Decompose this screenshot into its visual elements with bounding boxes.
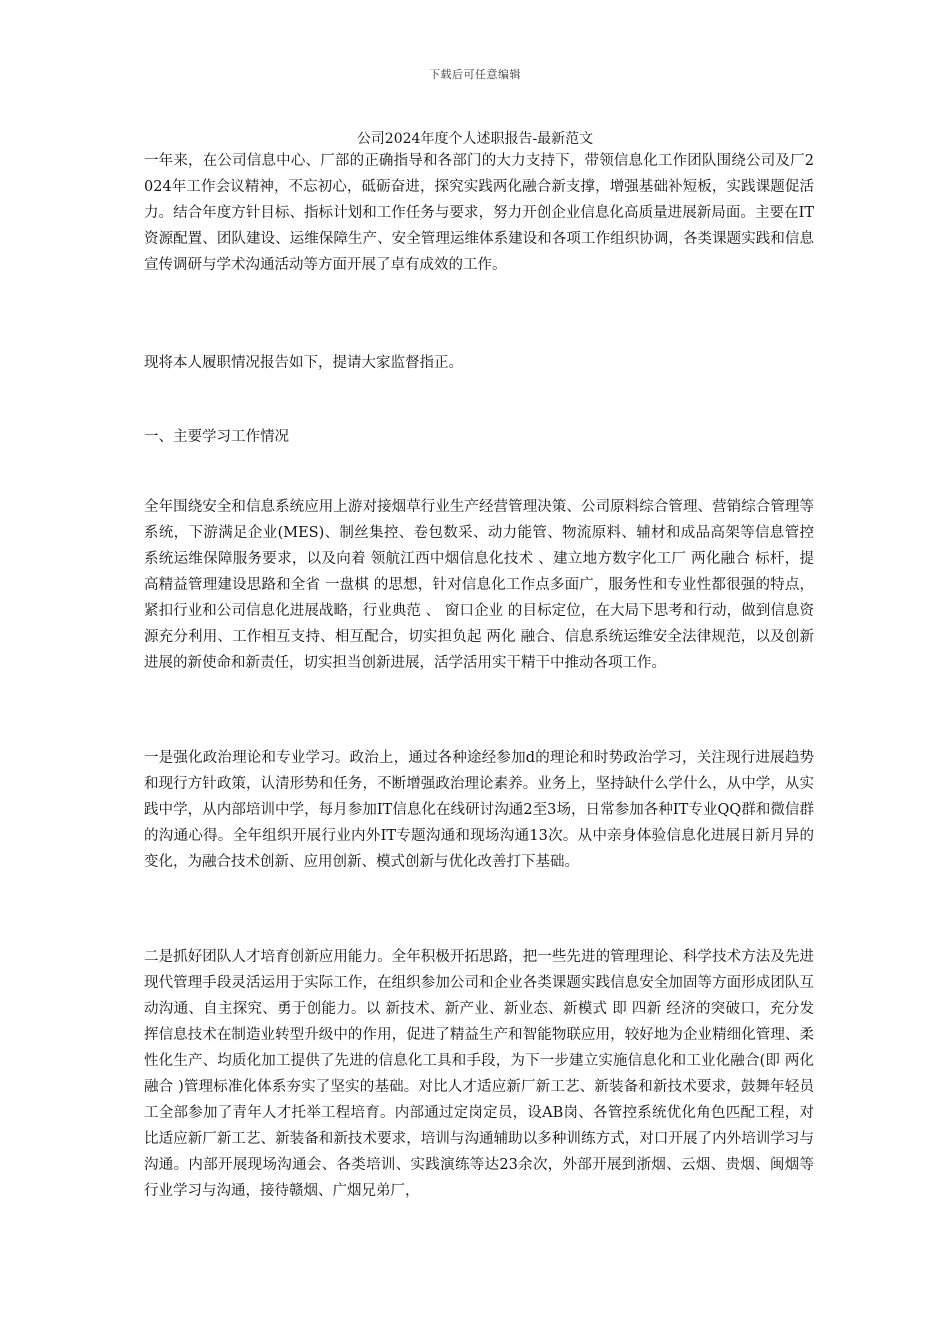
- body-paragraph-1: 全年围绕安全和信息系统应用上游对接烟草行业生产经营管理决策、公司原料综合管理、营销综合管理等系统，下游满足企业(MES)、制丝集控、卷包数采、动力能管、物流原料、辅材和成品高架等信息管控系统运维保障服务要求，以及向着 领航江西中烟信息化技术 、建立地方数字化工厂 两化融合 标杆，提高精益管理建设思路和全省 一盘棋 的思想，针对信息化工作点多面广，服务性和专业性都很强的特点，紧扣行业和公司信息化进展战略，行业典范 、 窗口企业 的目标定位，在大局下思考和行动，做到信息资源充分利用、工作相互支持、相互配合，切实担负起 两化 融合、信息系统运维安全法律规范，以及创新进展的新使命和新责任，切实担当创新进展，活学活用实干精干中推动各项工作。: [144, 499, 814, 671]
- header-note: 下载后可任意编辑: [429, 68, 521, 81]
- intro-paragraph: 一年来，在公司信息中心、厂部的正确指导和各部门的大力支持下，带领信息化工作团队围绕公司及厂2024年工作会议精神，不忘初心，砥砺奋进，探究实践两化融合新支撑，增强基础补短板，实践课题促活力。结合年度方针目标、指标计划和工作任务与要求，努力开创企业信息化高质量进展新局面。主要在IT资源配置、团队建设、运维保障生产、安全管理运维体系建设和各项工作组织协调，各类课题实践和信息宣传调研与学术沟通活动等方面开展了卓有成效的工作。: [144, 153, 814, 273]
- body-paragraph-3: 二是抓好团队人才培育创新应用能力。全年积极开拓思路，把一些先进的管理理论、科学技术方法及先进现代管理手段灵活运用于实际工作，在组织参加公司和企业各类课题实践信息安全加固等方面形成团队互动沟通、自主探究、勇于创能力。以 新技术、新产业、新业态、新模式 即 四新 经济的突破口，充分发挥信息技术在制造业转型升级中的作用，促进了精益生产和智能物联应用，较好地为企业精细化管理、柔性化生产、均质化加工提供了先进的信息化工具和手段，为下一步建立实施信息化和工业化融合(即 两化融合 )管理标准化体系夯实了坚实的基础。对比人才适应新厂新工艺、新装备和新技术要求，鼓舞年轻员工全部参加了青年人才托举工程培育。内部通过定岗定员，设AB岗、各管控系统优化角色匹配工程，对比适应新厂新工艺、新装备和新技术要求，培训与沟通辅助以多种训练方式，对口开展了内外培训学习与沟通。内部开展现场沟通会、各类培训、实践演练等达23余次，外部开展到浙烟、云烟、贵烟、闽烟等行业学习与沟通，接待赣烟、广烟兄弟厂，: [144, 949, 814, 1199]
- report-line: 现将本人履职情况报告如下，提请大家监督指正。: [144, 355, 463, 371]
- document-title: 公司2024年度个人述职报告-最新范文: [356, 131, 594, 147]
- body-paragraph-2: 一是强化政治理论和专业学习。政治上，通过各种途经参加d的理论和时势政治学习，关注现行进展趋势和现行方针政策，认清形势和任务，不断增强政治理论素养。业务上，坚持缺什么学什么，从中学，从实践中学，从内部培训中学，每月参加IT信息化在线研讨沟通2至3场，日常参加各种IT专业QQ群和微信群的沟通心得。全年组织开展行业内外IT专题沟通和现场沟通13次。从中亲身体验信息化进展日新月异的变化，为融合技术创新、应用创新、模式创新与优化改善打下基础。: [144, 750, 814, 870]
- section-heading: 一、主要学习工作情况: [144, 429, 289, 445]
